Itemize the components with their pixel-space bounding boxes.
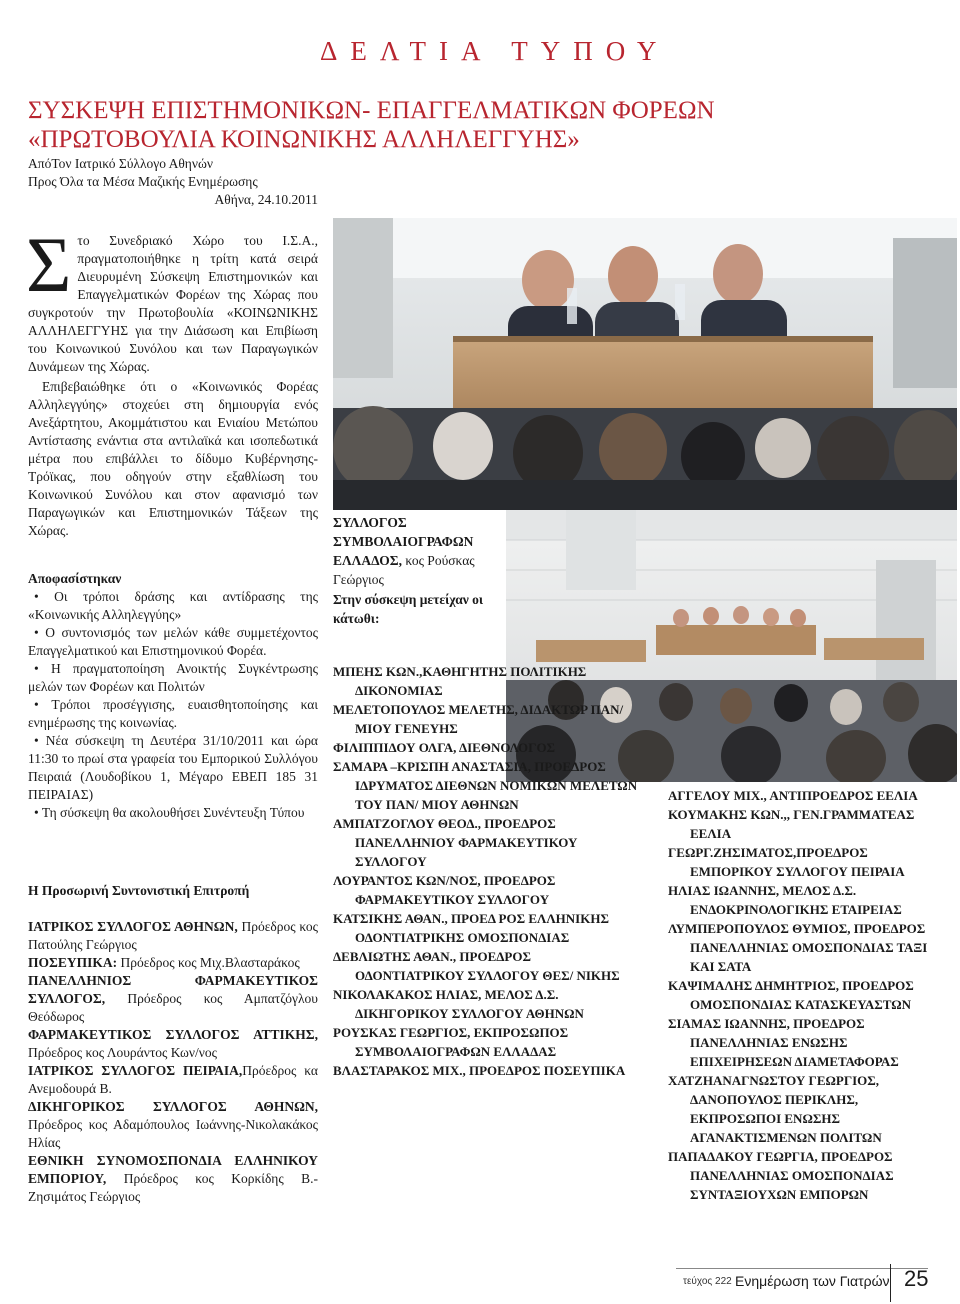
attendee-entry: ΓΕΩΡΓ.ΖΗΣΙΜΑΤΟΣ,ΠΡΟΕΔΡΟΣ ΕΜΠΟΡΙΚΟΥ ΣΥΛΛΟΓΟΥ ΠΕΙΡΑΙΑ (668, 845, 905, 879)
section-kicker: ΔΕΛΤΙΑ ΤΥΠΟΥ (320, 36, 670, 66)
decision-item: • Νέα σύσκεψη τη Δευτέρα 31/10/2011 και ώρα 11:30 το πρωί στα γραφεία του Εμπορικού Συλλόγου Πειραιά (Λουδοβίκου 1, Μέγαρο ΕΒΕΠ 185 31 ΠΕΙΡΑΙΑΣ) (28, 733, 318, 802)
committee-org: ΠΑΝΕΛΛΗΝΙΟΣ ΦΑΡΜΑΚΕΥΤΙΚΟΣ ΣΥΛΛΟΓΟΣ, (28, 973, 318, 1006)
decisions-heading: Αποφασίστηκαν (28, 571, 122, 586)
byline-from: ΑπόΤον Ιατρικό Σύλλογο Αθηνών (28, 156, 213, 171)
caption-org: ΣΥΛΛΟΓΟΣ ΣΥΜΒΟΛΑΙΟΓΡΑΦΩΝ ΕΛΛΑΔΟΣ, (333, 515, 474, 568)
article-headline (28, 96, 788, 154)
committee-section (28, 882, 318, 1206)
decision-item: • Ο συντονισμός των μελών κάθε συμμετέχοντος Επαγγελματικού και Επιστημονικού Φορέα. (28, 625, 318, 658)
attendee-entry: ΡΟΥΣΚΑΣ ΓΕΩΡΓΙΟΣ, ΕΚΠΡΟΣΩΠΟΣ ΣΥΜΒΟΛΑΙΟΓΡΑΦΩΝ ΕΛΛΑΔΑΣ (333, 1025, 569, 1059)
committee-org: ΠΟΣΕΥΠΙΚΑ: (28, 955, 118, 970)
committee-org: ΙΑΤΡΙΚΟΣ ΣΥΛΛΟΓΟΣ ΠΕΙΡΑΙΑ, (28, 1063, 243, 1078)
footer-issue: τεύχος 222 (683, 1276, 732, 1287)
attendees-heading: Στην σύσκεψη μετείχαν οι κάτωθι: (333, 592, 484, 626)
committee-person: Πρόεδρος κος Μιχ.Βλασταράκος (117, 955, 300, 970)
attendee-entry: ΛΟΥΡΑΝΤΟΣ ΚΩΝ/ΝΟΣ, ΠΡΟΕΔΡΟΣ ΦΑΡΜΑΚΕΥΤΙΚΟΥ ΣΥΛΛΟΓΟΥ (333, 873, 556, 907)
committee-entry (28, 1062, 318, 1098)
committee-entry (28, 1098, 318, 1152)
caption-person: κος Ρούσκας Γεώργιος (333, 553, 475, 587)
photo-caption (333, 513, 498, 589)
committee-org: ΙΑΤΡΙΚΟΣ ΣΥΛΛΟΓΟΣ ΑΘΗΝΩΝ, (28, 919, 238, 934)
committee-org: ΦΑΡΜΑΚΕΥΤΙΚΟΣ ΣΥΛΛΟΓΟΣ ΑΤΤΙΚΗΣ, (28, 1027, 318, 1042)
attendee-entry: ΑΜΠΑΤΖΟΓΛΟΥ ΘΕΟΔ., ΠΡΟΕΔΡΟΣ ΠΑΝΕΛΛΗΝΙΟΥ ΦΑΡΜΑΚΕΥΤΙΚΟΥ ΣΥΛΛΟΓΟΥ (333, 816, 578, 869)
attendee-entry: ΔΕΒΛΙΩΤΗΣ ΑΘΑΝ., ΠΡΟΕΔΡΟΣ ΟΔΟΝΤΙΑΤΡΙΚΟΥ ΣΥΛΛΟΓΟΥ ΘΕΣ/ ΝΙΚΗΣ (333, 949, 620, 983)
decision-item: • Οι τρόποι δράσης και αντίδρασης της «Κοινωνικής Αλληλεγγύης» (28, 589, 318, 622)
committee-person: Πρόεδρος κα Ανεμοδουρά Β. (28, 1063, 318, 1096)
attendee-entry: ΝΙΚΟΛΑΚΑΚΟΣ ΗΛΙΑΣ, ΜΕΛΟΣ Δ.Σ. ΔΙΚΗΓΟΡΙΚΟΥ ΣΥΛΛΟΓΟΥ ΑΘΗΝΩΝ (333, 987, 584, 1021)
attendee-entry: ΣΑΜΑΡΑ –ΚΡΙΣΠΗ ΑΝΑΣΤΑΣΙΑ, ΠΡΟΕΔΡΟΣ ΙΔΡΥΜΑΤΟΣ ΔΙΕΘΝΩΝ ΝΟΜΙΚΩΝ ΜΕΛΕΤΩΝ ΤΟΥ ΠΑΝ/ ΜΙΟΥ ΑΘΗΝΩΝ (333, 759, 638, 812)
byline-to: Προς Όλα τα Μέσα Μαζικής Ενημέρωσης (28, 174, 258, 189)
committee-entry (28, 1026, 318, 1062)
committee-person: Πρόεδρος κος Λουράντος Κων/νος (28, 1045, 217, 1060)
decisions-section (28, 570, 318, 822)
page-number: 25 (904, 1266, 929, 1291)
decision-item: • Τη σύσκεψη θα ακολουθήσει Συνέντευξη Τύπου (34, 805, 305, 820)
headline-line-1: ΣΥΣΚΕΨΗ ΕΠΙΣΤΗΜΟΝΙΚΩΝ- ΕΠΑΓΓΕΛΜΑΤΙΚΩΝ ΦΟΡΕΩΝ (28, 97, 715, 124)
footer-divider (890, 1264, 891, 1302)
committee-person: Πρόεδρος κος Κορκίδης Β.-Ζησιμάτος Γεώργιος (28, 1171, 318, 1204)
committee-heading: Η Προσωρινή Συντονιστική Επιτροπή (28, 883, 250, 898)
committee-person: Πρόεδρος κος Πατούλης Γεώργιος (28, 919, 318, 952)
byline (28, 155, 328, 209)
committee-entry (28, 972, 318, 1026)
committee-entry (28, 1152, 318, 1206)
attendee-entry: ΚΑΤΣΙΚΗΣ ΑΘΑΝ., ΠΡΟΕΔ ΡΟΣ ΕΛΛΗΝΙΚΗΣ ΟΔΟΝΤΙΑΤΡΙΚΗΣ ΟΜΟΣΠΟΝΔΙΑΣ (333, 911, 609, 945)
attendee-entry: ΑΓΓΕΛΟΥ ΜΙΧ., ΑΝΤΙΠΡΟΕΔΡΟΣ ΕΕΛΙΑ (668, 788, 918, 803)
attendee-entry: ΠΑΠΑΔΑΚΟΥ ΓΕΩΡΓΙΑ, ΠΡΟΕΔΡΟΣ ΠΑΝΕΛΛΗΝΙΑΣ ΟΜΟΣΠΟΝΔΙΑΣ ΣΥΝΤΑΞΙΟΥΧΩΝ ΕΜΠΟΡΩΝ (668, 1149, 894, 1202)
drop-cap: Σ (26, 221, 72, 308)
attendee-entry: ΜΕΛΕΤΟΠΟΥΛΟΣ ΜΕΛΕΤΗΣ, ΔΙΔΑΚΤΩΡ ΠΑΝ/ ΜΙΟΥ ΓΕΝΕΥΗΣ (333, 702, 624, 736)
second-paragraph: Επιβεβαιώθηκε ότι ο «Κοινωνικός Φορέας Αλληλεγγύης» στοχεύει στη δημιουργία ενός Ανεξάρτητου, Ακομμάτιστου και Ενιαίου Μετώπου Αντίστασης ενάντια στα αντιλαϊκά και ισοπεδωτικά μέτρα που επιβάλλει το δίδυμο Κυβέρνησης-Τρόϊκας, που οδηγούν στην εξαθλίωση του Κοινωνικού Συνόλου και στον αφανισμό των Παραγωγικών και Επιστημονικών Τάξεων της Χώρας. (28, 379, 318, 538)
attendee-entry: ΧΑΤΖΗΑΝΑΓΝΩΣΤΟΥ ΓΕΩΡΓΙΟΣ, ΔΑΝΟΠΟΥΛΟΣ ΠΕΡΙΚΛΗΣ, ΕΚΠΡΟΣΩΠΟΙ ΕΝΩΣΗΣ ΑΓΑΝΑΚΤΙΣΜΕΝΩΝ ΠΟΛΙΤΩΝ (668, 1073, 882, 1145)
attendees-list-middle (333, 662, 638, 1080)
committee-entry (28, 954, 318, 972)
intro-paragraph (26, 221, 318, 376)
attendee-entry: ΛΥΜΠΕΡΟΠΟΥΛΟΣ ΘΥΜΙΟΣ, ΠΡΟΕΔΡΟΣ ΠΑΝΕΛΛΗΝΙΑΣ ΟΜΟΣΠΟΝΔΙΑΣ ΤΑΞΙ ΚΑΙ ΣΑΤΑ (668, 921, 928, 974)
committee-org: ΕΘΝΙΚΗ ΣΥΝΟΜΟΣΠΟΝΔΙΑ ΕΛΛΗΝΙΚΟΥ ΕΜΠΟΡΙΟΥ, (28, 1153, 318, 1186)
committee-org: ΔΙΚΗΓΟΡΙΚΟΣ ΣΥΛΛΟΓΟΣ ΑΘΗΝΩΝ, (28, 1099, 318, 1114)
decision-item: • Η πραγματοποίηση Ανοικτής Συγκέντρωσης μελών των Φορέων και Πολιτών (28, 661, 318, 694)
headline-line-2: «ΠΡΩΤΟΒΟΥΛΙΑ ΚΟΙΝΩΝΙΚΗΣ ΑΛΛΗΛΕΓΓΥΗΣ» (28, 126, 580, 153)
attendee-entry: ΜΠΕΗΣ ΚΩΝ.,ΚΑΘΗΓΗΤΗΣ ΠΟΛΙΤΙΚΗΣ ΔΙΚΟΝΟΜΙΑΣ (333, 664, 587, 698)
committee-person: Πρόεδρος κος Αδαμόπουλος Ιωάννης-Νικολακάκος Ηλίας (28, 1117, 318, 1150)
attendees-list-right (668, 786, 948, 1204)
intro-text: το Συνεδριακό Χώρο του Ι.Σ.Α., πραγματοποιήθηκε η τρίτη κατά σειρά Διευρυμένη Σύσκεψη Επιστημονικών και Επαγγελματικών Φορέων της Χώρας που συγκροτούν την Πρωτοβουλία «ΚΟΙΝΩΝΙΚΗΣ ΑΛΛΗΛΕΓΓΥΗΣ για την Διάσωση και Επιβίωση του Κοινωνικού Συνόλου και των Παραγωγικών Δυνάμεων της Χώρας. (28, 233, 318, 374)
decision-item: • Τρόποι προσέγγισης, ευαισθητοποίησης και ενημέρωσης της κοινωνίας. (28, 697, 318, 730)
attendee-entry: ΦΙΛΙΠΠΙΔΟΥ ΟΛΓΑ, ΔΙΕΘΝΟΛΟΓΟΣ (333, 740, 556, 755)
attendee-entry: ΒΛΑΣΤΑΡΑΚΟΣ ΜΙΧ., ΠΡΟΕΔΡΟΣ ΠΟΣΕΥΠΙΚΑ (333, 1063, 626, 1078)
photo-head-table (333, 218, 957, 510)
attendee-entry: ΚΑΨΙΜΑΛΗΣ ΔΗΜΗΤΡΙΟΣ, ΠΡΟΕΔΡΟΣ ΟΜΟΣΠΟΝΔΙΑΣ ΚΑΤΑΣΚΕΥΑΣΤΩΝ (668, 978, 914, 1012)
attendee-entry: ΗΛΙΑΣ ΙΩΑΝΝΗΣ, ΜΕΛΟΣ Δ.Σ. ΕΝΔΟΚΡΙΝΟΛΟΓΙΚΗΣ ΕΤΑΙΡΕΙΑΣ (668, 883, 902, 917)
attendee-entry: ΚΟΥΜΑΚΗΣ ΚΩΝ.,, ΓΕΝ.ΓΡΑΜΜΑΤΕΑΣ ΕΕΛΙΑ (668, 807, 915, 841)
byline-date: Αθήνα, 24.10.2011 (214, 192, 318, 207)
committee-entry (28, 918, 318, 954)
footer-magazine-name: Ενημέρωση των Γιατρών (735, 1273, 890, 1289)
committee-person: Πρόεδρος κος Αμπατζόγλου Θεόδωρος (28, 991, 318, 1024)
attendee-entry: ΣΙΑΜΑΣ ΙΩΑΝΝΗΣ, ΠΡΟΕΔΡΟΣ ΠΑΝΕΛΛΗΝΙΑΣ ΕΝΩΣΗΣ ΕΠΙΧΕΙΡΗΣΕΩΝ ΔΙΑΜΕΤΑΦΟΡΑΣ (668, 1016, 899, 1069)
